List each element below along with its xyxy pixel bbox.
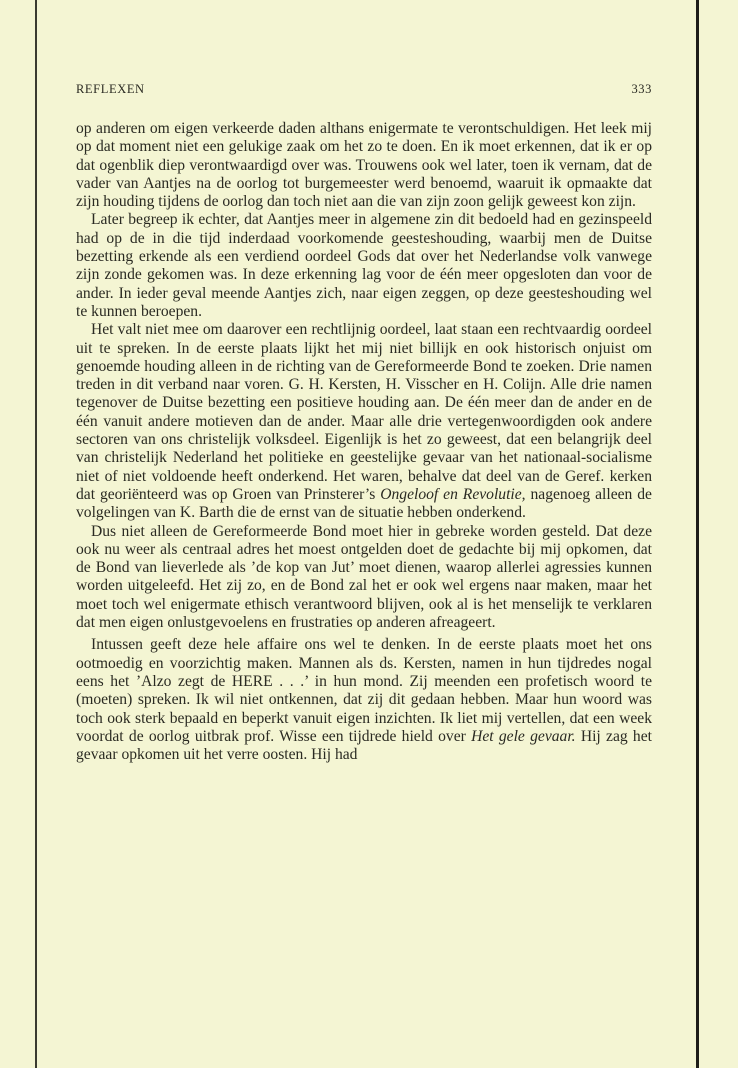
paragraph-3 xyxy=(76,321,652,522)
paragraph-5 xyxy=(76,636,652,764)
paragraph-3-text: Het valt niet mee om daarover een rechtlijnig oordeel, laat staan een rechtvaardig oordeel uit te spreken. In de eerste plaats lijkt het mij niet billijk en ook historisch onjuist om genoemde houding alleen in de richting van de Gereformeerde Bond te zoeken. Drie namen treden in dit verband naar voren. G. H. Kersten, H. Visscher en H. Colijn. Alle drie namen tegenover de Duitse bezetting een positieve houding aan. De één meer dan de ander en de één vanuit andere motieven dan de ander. Maar alle drie vertegenwoordigden ook andere sectoren van ons christelijk volksdeel. Eigenlijk is het zo geweest, dat een belangrijk deel van christelijk Nederland het politieke en geestelijke gevaar van het nationaal-socialisme niet of niet voldoende heeft onderkend. Het waren, behalve dat deel van de Geref. kerken dat georiënteerd was op Groen van Prinsterer’s xyxy=(76,321,652,503)
body-text xyxy=(76,120,652,764)
paragraph-5-text: Intussen geeft deze hele affaire ons wel te denken. In de eerste plaats moet het ons ootmoedig en voorzichtig maken. Mannen als ds. Kersten, namen in hun tijdredes nogal eens het ’Alzo zegt de HERE . . .’ in hun mond. Zij meenden een profetisch woord te (moeten) spreken. Ik wil niet ontkennen, dat zij dit gedaan hebben. Maar hun woord was toch ook sterk bepaald en beperkt vanuit eigen inzichten. Ik liet mij vertellen, dat een week voordat de oorlog uitbrak prof. Wisse een tijdrede hield over xyxy=(76,636,652,745)
paragraph-4-text: Dus niet alleen de Gereformeerde Bond moet hier in gebreke worden gesteld. Dat deze ook nu weer als centraal adres het moest ontgelden doet de gedachte bij mij opkomen, dat de Bond van lieverlede als ’de kop van Jut’ moet dienen, waarop allerlei agressies kunnen worden uitgeleefd. Het zij zo, en de Bond zal het er ook wel ergens naar maken, maar het moet toch wel enigermate ethisch verantwoord blijven, ook al is het menselijk te verklaren dat men eigen onlustgevoelens en frustraties op anderen afreageert. xyxy=(76,522,652,632)
running-title: REFLEXEN xyxy=(76,82,145,96)
paragraph-3-italic-title: Ongeloof en Revolutie, xyxy=(380,485,526,503)
page-number: 333 xyxy=(631,82,652,96)
paragraph-1 xyxy=(76,120,652,211)
page-left-edge xyxy=(35,0,37,1068)
paragraph-4 xyxy=(76,523,652,633)
paragraph-2 xyxy=(76,211,652,321)
paragraph-5-text-after: Hij zag het gevaar opkomen uit het verre oosten. Hij had xyxy=(76,727,652,764)
paragraph-1-text: op anderen om eigen verkeerde daden althans enigermate te verontschuldigen. Het leek mij op dat moment niet een gelukige zaak om het zo te doen. En ik moet erkennen, dat ik er op dat ogenblik diep verontwaardigd over was. Trouwens ook wel later, toen ik vernam, dat de vader van Aantjes na de oorlog tot burgemeester werd benoemd, waaruit ik opmaakte dat zijn houding tijdens de oorlog dan toch niet aan die van zijn zoon gelijk geweest kon zijn. xyxy=(76,120,652,211)
paragraph-3-text-after: nagenoeg alleen de volgelingen van K. Barth die de ernst van de situatie hebben onderkend. xyxy=(76,485,652,522)
paragraph-5-italic-title: Het gele gevaar. xyxy=(471,727,576,745)
page-right-edge xyxy=(696,0,699,1068)
paragraph-2-text: Later begreep ik echter, dat Aantjes meer in algemene zin dit bedoeld had en gezinspeeld had op de in die tijd inderdaad voorkomende geesteshouding, waarbij men de Duitse bezetting erkende als een verdiend oordeel Gods dat over het Nederlandse volk vanwege zijn zonde gekomen was. In deze erkenning lag voor de één meer opgesloten dan voor de ander. In ieder geval meende Aantjes zich, naar eigen zeggen, op deze geesteshouding wel te kunnen beroepen. xyxy=(76,211,652,320)
